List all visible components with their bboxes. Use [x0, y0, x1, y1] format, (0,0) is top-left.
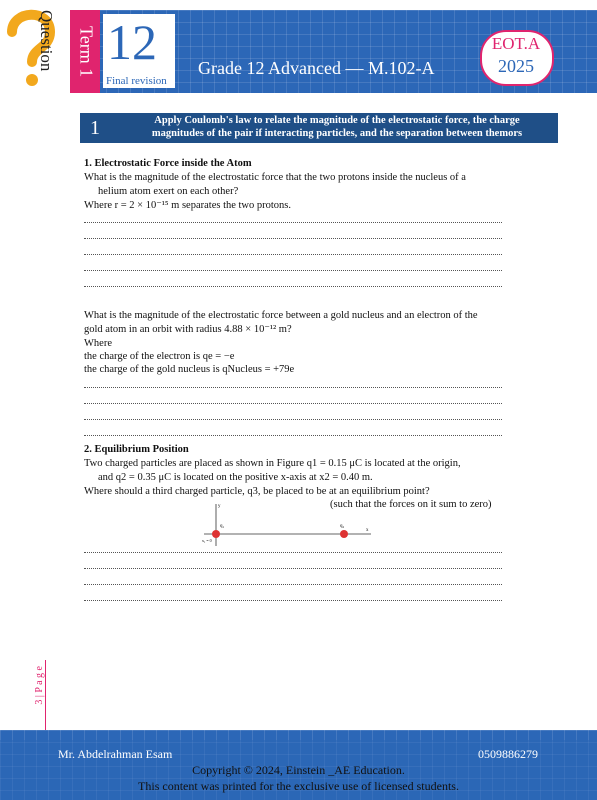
objective-number: 1 [90, 116, 100, 139]
s2-line2: and q2 = 0.35 μC is located on the positive x-axis at x2 = 0.40 m. [98, 472, 373, 483]
page-rule [45, 660, 46, 730]
objective-line-2: magnitudes of the pair if interacting particles, and the separation between themors [151, 128, 523, 139]
q1-line1: What is the magnitude of the electrostatic force that the two protons inside the nucleus of a [84, 172, 466, 183]
section1-heading: 1. Electrostatic Force inside the Atom [84, 158, 252, 169]
q2-line1: What is the magnitude of the electrostatic force between a gold nucleus and an electron of the [84, 310, 478, 321]
q2-label: q₂ [340, 524, 345, 529]
s2-line3: Where should a third charged particle, q3, be placed to be at an equilibrium point? [84, 486, 430, 497]
answer-line[interactable] [84, 403, 502, 404]
answer-line[interactable] [84, 286, 502, 287]
answer-line[interactable] [84, 435, 502, 436]
question-label: Question [37, 10, 56, 72]
q1-label: q₁ [220, 524, 225, 529]
answer-line[interactable] [84, 552, 502, 553]
q2-line2: gold atom in an orbit with radius 4.88 × 10⁻¹² m? [84, 324, 292, 335]
objective-text [118, 114, 556, 140]
eot-label: EOT.A [491, 34, 541, 53]
answer-line[interactable] [84, 270, 502, 271]
x-axis-label: x [366, 528, 369, 533]
section2-heading: 2. Equilibrium Position [84, 444, 189, 455]
answer-line[interactable] [84, 254, 502, 255]
q2-charge [340, 530, 348, 538]
final-revision-label: Final revision [106, 75, 167, 87]
answer-line[interactable] [84, 568, 502, 569]
page-number: 3 | P a g e [34, 666, 45, 705]
q1-charge [212, 530, 220, 538]
copyright-text: Copyright © 2024, Einstein _AE Education. [192, 763, 405, 777]
answer-line[interactable] [84, 600, 502, 601]
page-title: Grade 12 Advanced — M.102-A [198, 58, 435, 78]
grade-number: 12 [107, 14, 157, 70]
answer-line[interactable] [84, 222, 502, 223]
author-name: Mr. Abdelrahman Esam [58, 747, 173, 761]
q2-line5: the charge of the gold nucleus is qNucleus = +79e [84, 364, 295, 375]
s2-line4: (such that the forces on it sum to zero) [330, 499, 492, 510]
y-axis-label: y [218, 504, 221, 509]
origin-label: x₁ = 0 [202, 538, 212, 543]
q2-line4: the charge of the electron is qe = −e [84, 351, 235, 362]
exclusive-use-text: This content was printed for the exclusive use of licensed students. [138, 779, 459, 793]
q1-line2: helium atom exert on each other? [98, 186, 239, 197]
charges-figure [196, 500, 376, 548]
eot-year: 2025 [498, 56, 534, 76]
s2-line1: Two charged particles are placed as shown in Figure q1 = 0.15 μC is located at the origin, [84, 458, 461, 469]
q1-line3: Where r = 2 × 10⁻¹⁵ m separates the two protons. [84, 200, 292, 211]
answer-line[interactable] [84, 238, 502, 239]
answer-line[interactable] [84, 387, 502, 388]
objective-line-1: Apply Coulomb's law to relate the magnitude of the electrostatic force, the charge [154, 115, 520, 126]
term-label: Term 1 [76, 26, 97, 78]
answer-line[interactable] [84, 419, 502, 420]
q2-line3: Where [84, 338, 112, 349]
phone-number: 0509886279 [478, 747, 538, 761]
answer-line[interactable] [84, 584, 502, 585]
